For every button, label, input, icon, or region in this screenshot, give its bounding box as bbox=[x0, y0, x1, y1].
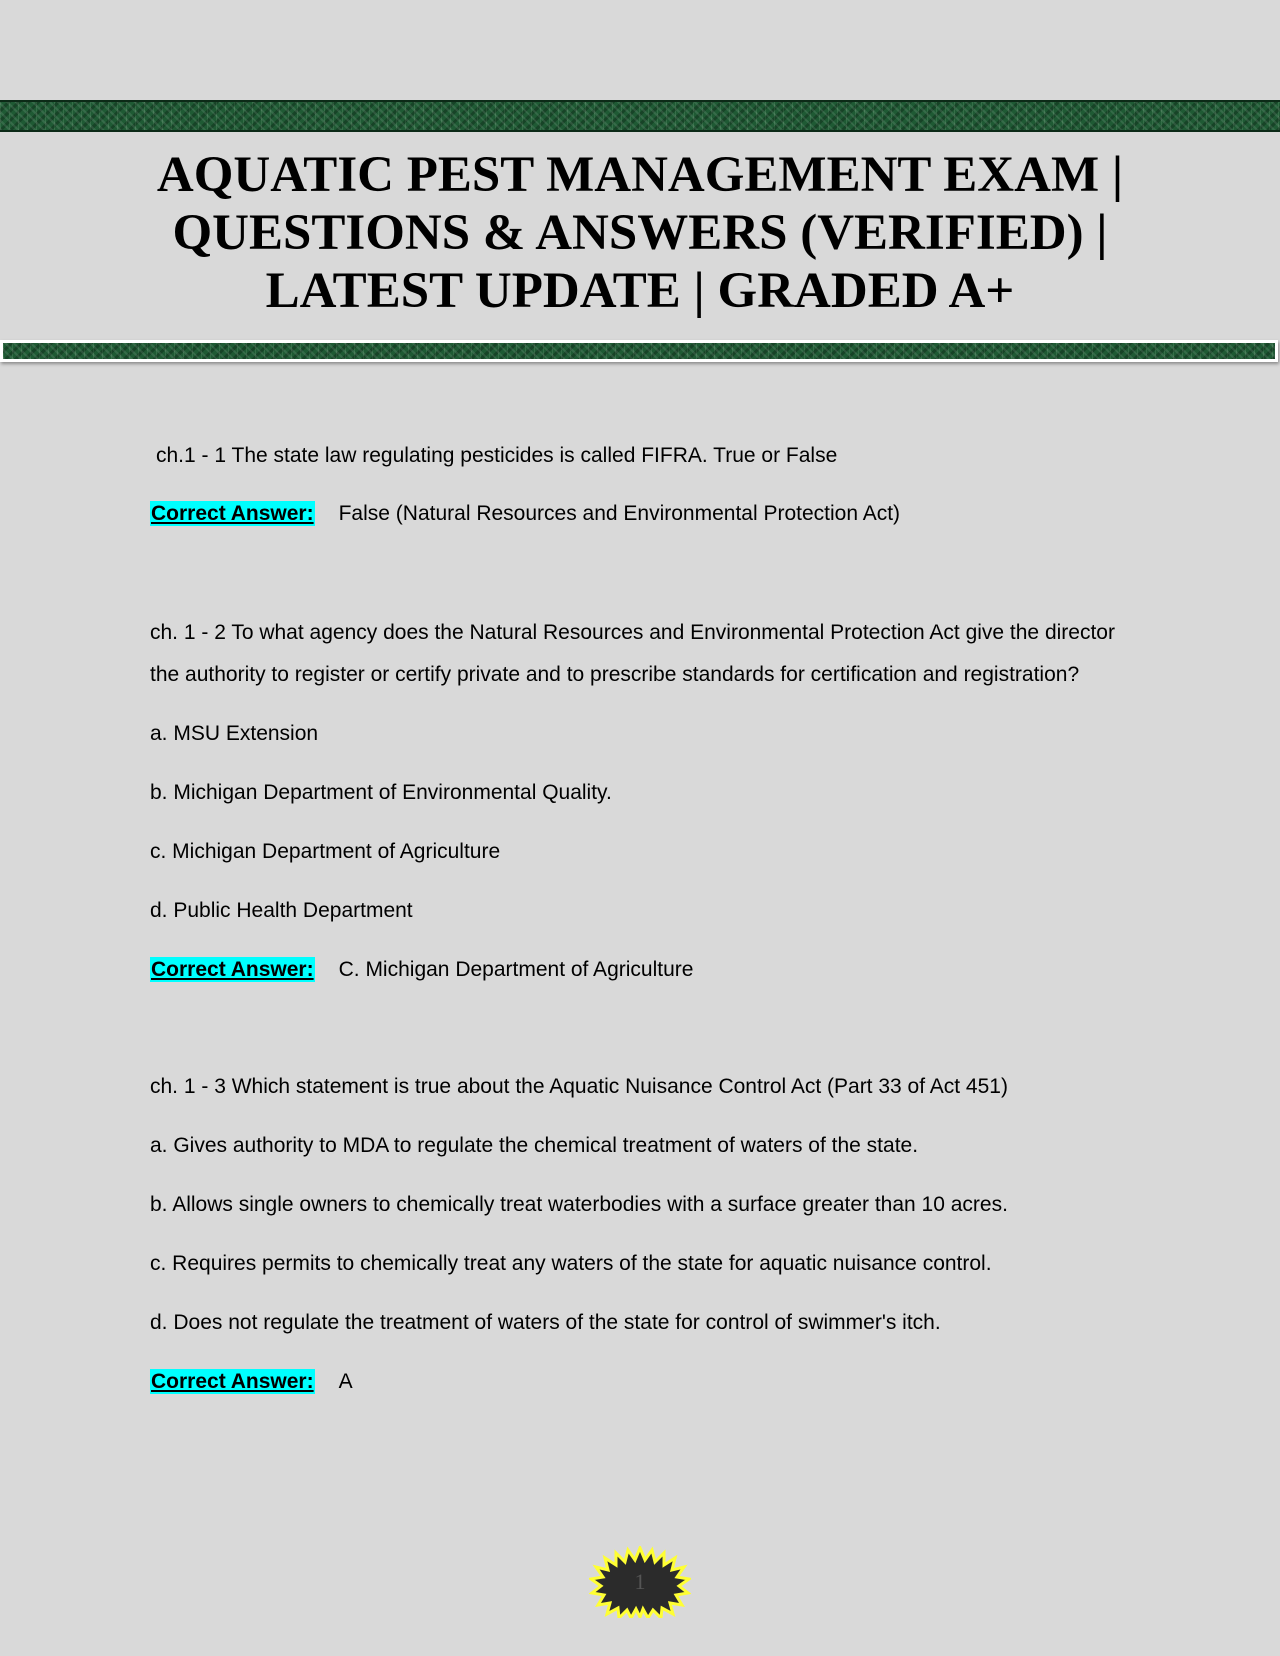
question-3-option-a: a. Gives authority to MDA to regulate the chemical treatment of waters of the state. bbox=[150, 1134, 919, 1157]
question-3-option-c: c. Requires permits to chemically treat any waters of the state for aquatic nuisance control. bbox=[150, 1252, 992, 1275]
header-decorative-band-bottom bbox=[0, 340, 1278, 362]
page-number-badge bbox=[589, 1546, 691, 1618]
question-3-answer bbox=[150, 1370, 353, 1394]
correct-answer-label: Correct Answer: bbox=[151, 1370, 314, 1393]
question-2-answer bbox=[150, 958, 693, 982]
question-3-text: ch. 1 - 3 Which statement is true about the Aquatic Nuisance Control Act (Part 33 of Act 451) bbox=[150, 1075, 1008, 1098]
correct-answer-label: Correct Answer: bbox=[151, 502, 314, 525]
title-line-2: QUESTIONS & ANSWERS (VERIFIED) | bbox=[172, 205, 1108, 261]
title-line-3: LATEST UPDATE | GRADED A+ bbox=[265, 263, 1015, 319]
document-title bbox=[145, 146, 1135, 336]
question-3-option-b: b. Allows single owners to chemically treat waterbodies with a surface greater than 10 acres. bbox=[150, 1193, 1008, 1216]
page-number: 1 bbox=[634, 1569, 646, 1594]
question-1-text: ch.1 - 1 The state law regulating pesticides is called FIFRA. True or False bbox=[156, 444, 838, 467]
question-2-text-line-2: the authority to register or certify private and to prescribe standards for certification and registration? bbox=[150, 663, 1080, 686]
question-2-option-a: a. MSU Extension bbox=[150, 722, 319, 745]
question-2-option-c: c. Michigan Department of Agriculture bbox=[150, 840, 501, 863]
answer-text: False (Natural Resources and Environmental Protection Act) bbox=[338, 502, 901, 525]
header-decorative-band bbox=[0, 100, 1280, 132]
question-1-answer bbox=[150, 502, 900, 526]
title-line-1: AQUATIC PEST MANAGEMENT EXAM | bbox=[156, 147, 1124, 203]
answer-text: A bbox=[338, 1370, 353, 1393]
question-2-option-b: b. Michigan Department of Environmental Quality. bbox=[150, 781, 612, 804]
correct-answer-label: Correct Answer: bbox=[151, 958, 314, 981]
question-2-option-d: d. Public Health Department bbox=[150, 899, 413, 922]
answer-text: C. Michigan Department of Agriculture bbox=[338, 958, 694, 981]
question-2-text-line-1: ch. 1 - 2 To what agency does the Natural Resources and Environmental Protection Act give the director bbox=[150, 621, 1115, 644]
question-3-option-d: d. Does not regulate the treatment of waters of the state for control of swimmer's itch. bbox=[150, 1311, 941, 1334]
